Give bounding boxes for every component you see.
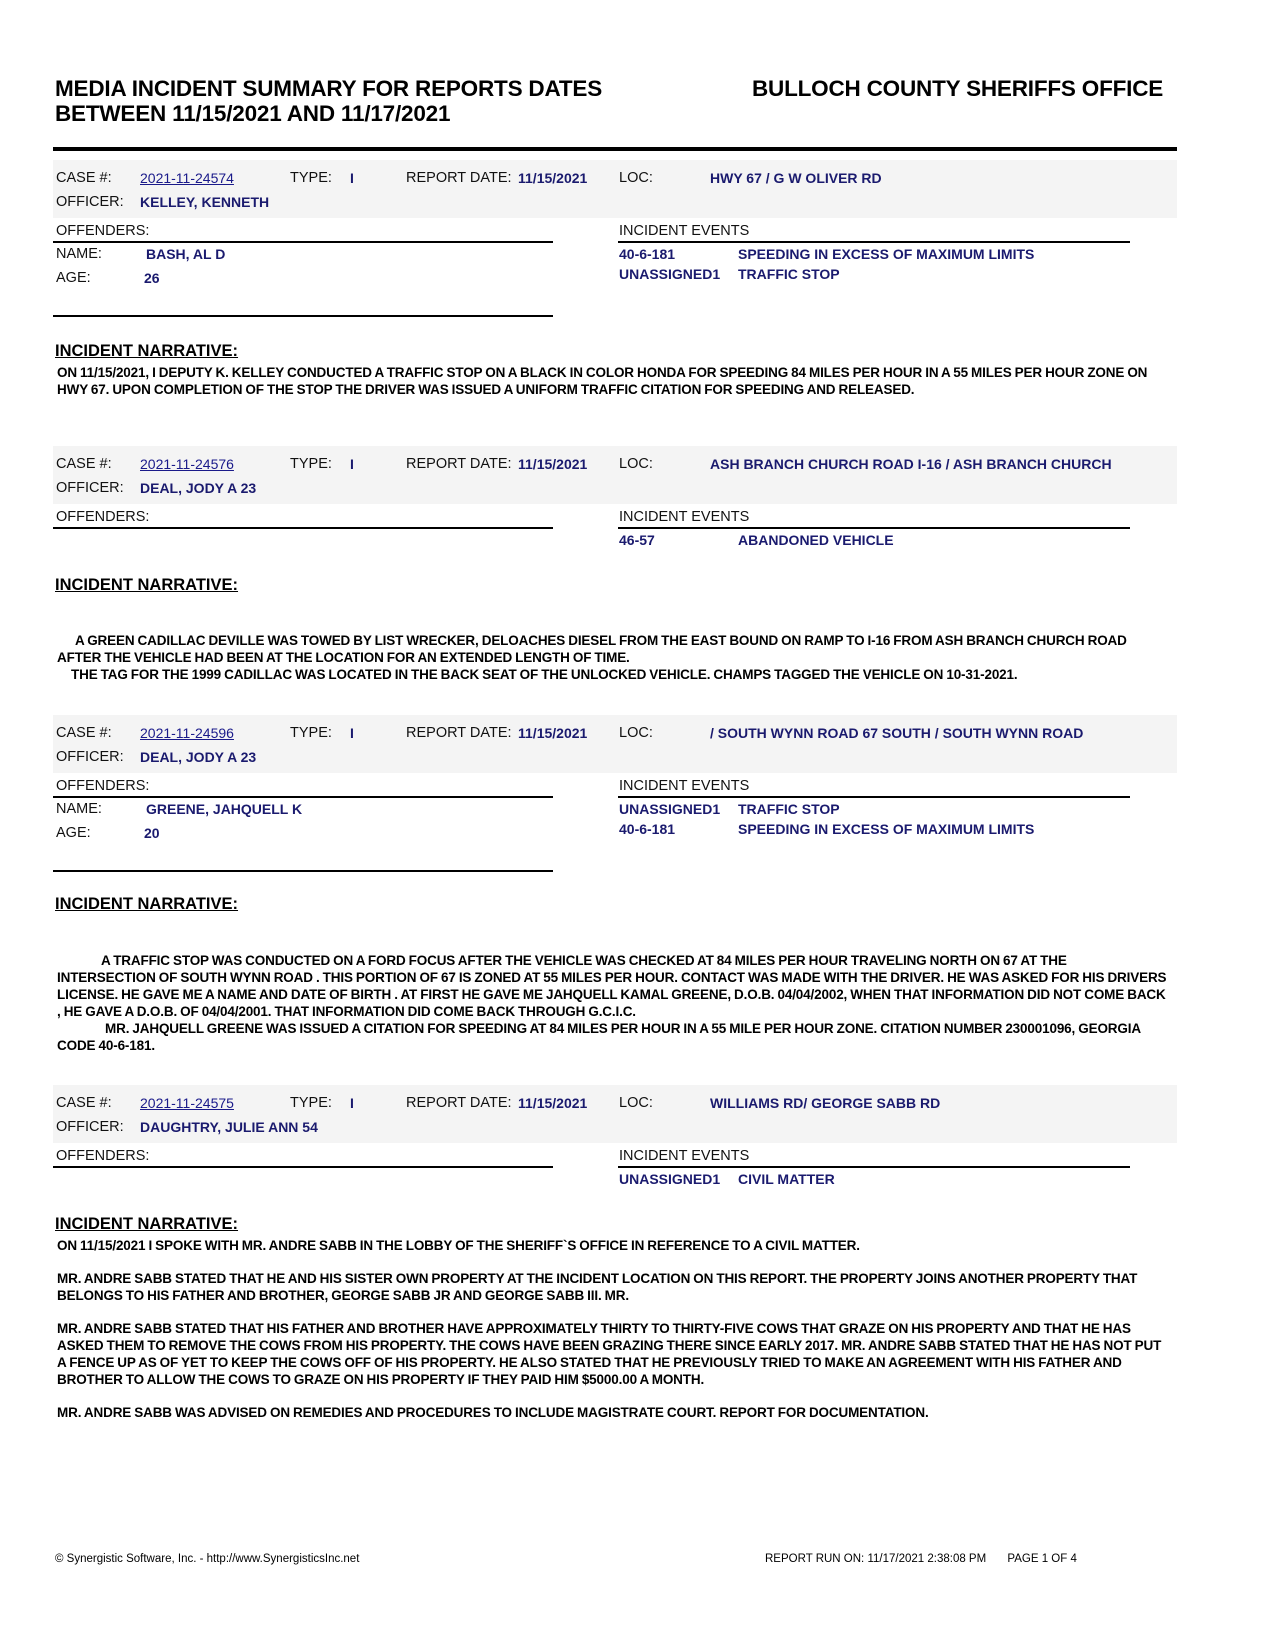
narrative-paragraph: ON 11/15/2021 I SPOKE WITH MR. ANDRE SABB IN THE LOBBY OF THE SHERIFF`S OFFICE IN REFERENCE TO A CIVIL MATTER. [57,1238,860,1253]
report-run-value: 11/17/2021 2:38:08 PM [867,1553,987,1565]
footer-copyright: © Synergistic Software, Inc. - http://www.SynergisticsInc.net [55,1553,360,1565]
report-date-value: 11/15/2021 [518,456,588,472]
event-code: 40-6-181 [619,821,676,837]
report-date-label: REPORT DATE: [406,725,512,741]
type-value: I [350,1095,354,1111]
report-title [55,76,602,126]
loc-value: / SOUTH WYNN ROAD 67 SOUTH / SOUTH WYNN ROAD [710,725,1084,741]
offenders-label: OFFENDERS: [56,778,150,794]
narrative-heading: INCIDENT NARRATIVE: [55,1215,239,1233]
report-title-line2: BETWEEN 11/15/2021 AND 11/17/2021 [55,101,451,126]
offender-name-value: BASH, AL D [146,246,226,262]
header-divider [53,147,1177,151]
incident-events-divider [618,527,1130,529]
offenders-end-divider [53,315,553,317]
event-description: TRAFFIC STOP [738,801,840,817]
narrative-paragraph: THE TAG FOR THE 1999 CADILLAC WAS LOCATED IN THE BACK SEAT OF THE UNLOCKED VEHICLE. CHAMPS TAGGED THE VEHICLE ON 10-31-2021. [71,667,1018,682]
loc-label: LOC: [619,456,653,472]
type-value: I [350,170,354,186]
case-number-link[interactable]: 2021-11-24576 [140,456,234,472]
report-run-label: REPORT RUN ON: [765,1553,865,1565]
event-description: SPEEDING IN EXCESS OF MAXIMUM LIMITS [738,246,1035,262]
loc-label: LOC: [619,1095,653,1111]
report-title-line1: MEDIA INCIDENT SUMMARY FOR REPORTS DATES [55,76,603,101]
page-indicator: PAGE 1 OF 4 [1007,1553,1077,1565]
officer-value: DEAL, JODY A 23 [140,749,257,765]
case-number-link[interactable]: 2021-11-24575 [140,1095,234,1111]
case-number-link[interactable]: 2021-11-24574 [140,170,234,186]
incident-events-divider [618,1166,1130,1168]
loc-value: ASH BRANCH CHURCH ROAD I-16 / ASH BRANCH CHURCH [710,456,1112,472]
offenders-end-divider [53,870,553,872]
offender-age-value: 20 [144,825,160,841]
offender-name-label: NAME: [56,801,102,817]
event-description: ABANDONED VEHICLE [738,532,894,548]
event-description: SPEEDING IN EXCESS OF MAXIMUM LIMITS [738,821,1035,837]
narrative-paragraph: ON 11/15/2021, I DEPUTY K. KELLEY CONDUCTED A TRAFFIC STOP ON A BLACK IN COLOR HONDA FOR SPEEDING 84 MILES PER HOUR IN A 55 MILES PER HOUR ZONE ON HWY 67. UPON COMPLETION OF THE STOP THE DRIVER WAS ISSUED A UNIFORM TRAFFIC CITATION FOR SPEEDING AND RELEASED. [57,365,1148,397]
offender-name-label: NAME: [56,246,102,262]
offender-age-label: AGE: [56,270,91,286]
offenders-label: OFFENDERS: [56,1148,150,1164]
offenders-divider [53,1166,553,1168]
type-label: TYPE: [290,456,332,472]
narrative-heading: INCIDENT NARRATIVE: [55,342,239,360]
event-code: UNASSIGNED1 [619,801,721,817]
type-value: I [350,456,354,472]
officer-value: DAUGHTRY, JULIE ANN 54 [140,1119,318,1135]
incident-events-label: INCIDENT EVENTS [619,778,750,794]
event-description: TRAFFIC STOP [738,266,840,282]
report-date-label: REPORT DATE: [406,456,512,472]
loc-label: LOC: [619,725,653,741]
narrative-paragraph: MR. ANDRE SABB WAS ADVISED ON REMEDIES AND PROCEDURES TO INCLUDE MAGISTRATE COURT. REPORT FOR DOCUMENTATION. [57,1405,929,1420]
offender-age-value: 26 [144,270,160,286]
event-code: 46-57 [619,532,655,548]
report-date-value: 11/15/2021 [518,725,588,741]
offenders-divider [53,241,553,243]
narrative-paragraph: A TRAFFIC STOP WAS CONDUCTED ON A FORD FOCUS AFTER THE VEHICLE WAS CHECKED AT 84 MILES PER HOUR TRAVELING NORTH ON 67 AT THE INTERSECTION OF SOUTH WYNN ROAD . THIS PORTION OF 67 IS ZONED AT 55 MILES PER HOUR. CONTACT WAS MADE WITH THE DRIVER. HE WAS ASKED FOR HIS DRIVERS LICENSE. HE GAVE ME A NAME AND DATE OF BIRTH . AT FIRST HE GAVE ME JAHQUELL KAMAL GREENE, D.O.B. 04/04/2002, WHEN THAT INFORMATION DID NOT COME BACK , HE GAVE A D.O.B. OF 04/04/2001. THAT INFORMATION DID COME BACK THROUGH G.C.I.C. [57,953,1167,1019]
narrative-heading: INCIDENT NARRATIVE: [55,576,239,594]
incident-events-label: INCIDENT EVENTS [619,509,750,525]
offenders-divider [53,796,553,798]
report-date-label: REPORT DATE: [406,170,512,186]
narrative-paragraph: MR. ANDRE SABB STATED THAT HIS FATHER AND BROTHER HAVE APPROXIMATELY THIRTY TO THIRTY-FIVE COWS THAT GRAZE ON HIS PROPERTY AND THAT HE HAS ASKED THEM TO REMOVE THE COWS FROM HIS PROPERTY. THE COWS HAVE BEEN GRAZING THERE SINCE EARLY 2017. MR. ANDRE SABB STATED THAT HE HAS NOT PUT A FENCE UP AS OF YET TO KEEP THE COWS OFF OF HIS PROPERTY. HE ALSO STATED THAT HE PREVIOUSLY TRIED TO MAKE AN AGREEMENT WITH HIS FATHER AND BROTHER TO ALLOW THE COWS TO GRAZE ON HIS PROPERTY IF THEY PAID HIM $5000.00 A MONTH. [57,1321,1162,1387]
incident-events-divider [618,241,1130,243]
officer-value: DEAL, JODY A 23 [140,480,257,496]
officer-label: OFFICER: [56,194,124,210]
offenders-divider [53,527,553,529]
officer-label: OFFICER: [56,480,124,496]
incident-events-divider [618,796,1130,798]
narrative-paragraph: MR. ANDRE SABB STATED THAT HE AND HIS SISTER OWN PROPERTY AT THE INCIDENT LOCATION ON THIS REPORT. THE PROPERTY JOINS ANOTHER PROPERTY THAT BELONGS TO HIS FATHER AND BROTHER, GEORGE SABB JR AND GEORGE SABB III. MR. [57,1271,1138,1303]
narrative-paragraph: A GREEN CADILLAC DEVILLE WAS TOWED BY LIST WRECKER, DELOACHES DIESEL FROM THE EAST BOUND ON RAMP TO I-16 FROM ASH BRANCH CHURCH ROAD AFTER THE VEHICLE HAD BEEN AT THE LOCATION FOR AN EXTENDED LENGTH OF TIME. [57,633,1127,665]
narrative-text [57,952,1167,1054]
offenders-label: OFFENDERS: [56,509,150,525]
case-number-label: CASE #: [56,725,112,741]
case-number-link[interactable]: 2021-11-24596 [140,725,234,741]
type-value: I [350,725,354,741]
narrative-paragraph: MR. JAHQUELL GREENE WAS ISSUED A CITATION FOR SPEEDING AT 84 MILES PER HOUR IN A 55 MILE PER HOUR ZONE. CITATION NUMBER 230001096, GEORGIA CODE 40-6-181. [57,1021,1141,1053]
event-code: UNASSIGNED1 [619,266,721,282]
event-code: 40-6-181 [619,246,676,262]
type-label: TYPE: [290,725,332,741]
incident-events-label: INCIDENT EVENTS [619,1148,750,1164]
offender-age-label: AGE: [56,825,91,841]
case-number-label: CASE #: [56,1095,112,1111]
narrative-text [57,632,1167,683]
loc-value: HWY 67 / G W OLIVER RD [710,170,882,186]
narrative-text [57,1237,1167,1421]
narrative-text [57,364,1167,398]
officer-value: KELLEY, KENNETH [140,194,270,210]
report-date-value: 11/15/2021 [518,170,588,186]
case-number-label: CASE #: [56,170,112,186]
offenders-label: OFFENDERS: [56,223,150,239]
event-description: CIVIL MATTER [738,1171,835,1187]
type-label: TYPE: [290,170,332,186]
offender-name-value: GREENE, JAHQUELL K [146,801,303,817]
footer-report-run [765,1553,1077,1565]
report-date-value: 11/15/2021 [518,1095,588,1111]
agency-name: BULLOCH COUNTY SHERIFFS OFFICE [752,76,1164,101]
officer-label: OFFICER: [56,749,124,765]
case-number-label: CASE #: [56,456,112,472]
incident-events-label: INCIDENT EVENTS [619,223,750,239]
officer-label: OFFICER: [56,1119,124,1135]
loc-label: LOC: [619,170,653,186]
narrative-heading: INCIDENT NARRATIVE: [55,895,239,913]
loc-value: WILLIAMS RD/ GEORGE SABB RD [710,1095,941,1111]
report-date-label: REPORT DATE: [406,1095,512,1111]
event-code: UNASSIGNED1 [619,1171,721,1187]
type-label: TYPE: [290,1095,332,1111]
